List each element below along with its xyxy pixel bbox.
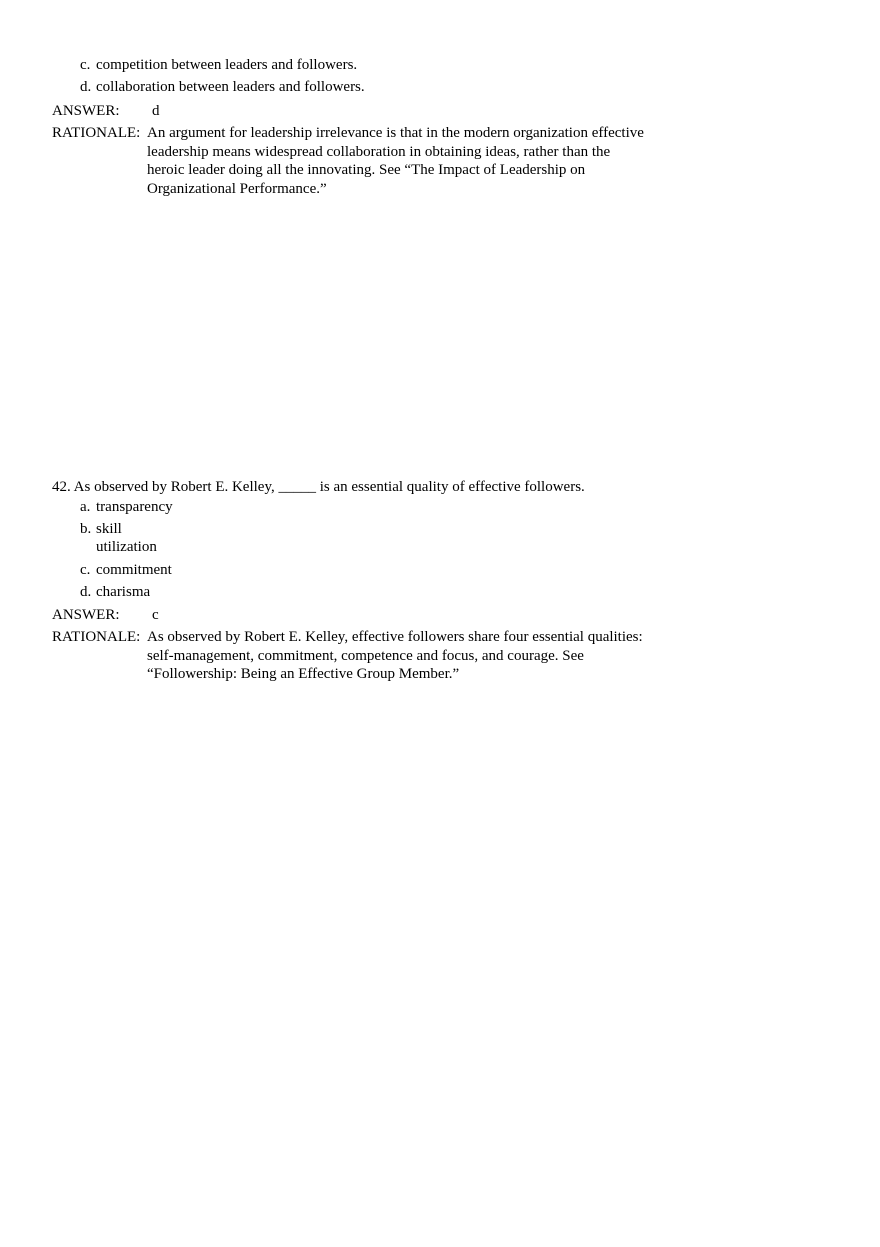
option-d xyxy=(80,583,150,601)
option-letter: a. xyxy=(80,499,91,515)
option-d xyxy=(80,78,365,96)
option-text: competition between leaders and followers. xyxy=(96,57,358,73)
option-text: transparency xyxy=(96,499,173,515)
answer-value: d xyxy=(152,103,160,119)
rationale-label-text: RATIONALE: xyxy=(52,125,141,141)
option-text: skill xyxy=(96,521,122,537)
option-letter: b. xyxy=(80,521,92,537)
option-text: commitment xyxy=(96,562,172,578)
rationale-text xyxy=(147,628,643,684)
answer-label: ANSWER: xyxy=(52,607,120,623)
answer-value: c xyxy=(152,607,159,623)
rationale-label-text: RATIONALE: xyxy=(52,629,141,645)
answer-row xyxy=(52,102,160,120)
option-letter: d. xyxy=(80,584,92,600)
option-letter: c. xyxy=(80,57,91,73)
option-b-continuation: utilization xyxy=(96,539,157,555)
rationale-line: heroic leader doing all the innovating. See “The Impact of Leadership on xyxy=(147,162,586,178)
rationale-label xyxy=(52,124,140,142)
rationale-label xyxy=(52,628,140,646)
rationale-line: “Followership: Being an Effective Group Member.” xyxy=(147,666,460,682)
option-letter: c. xyxy=(80,562,91,578)
rationale-text xyxy=(147,124,644,198)
rationale-line: As observed by Robert E. Kelley, effective followers share four essential qualities: xyxy=(147,629,643,645)
option-c xyxy=(80,56,357,74)
answer-row xyxy=(52,606,159,624)
rationale-line: self-management, commitment, competence and focus, and courage. See xyxy=(147,647,584,664)
option-b xyxy=(80,520,122,538)
answer-label: ANSWER: xyxy=(52,103,120,119)
option-text: collaboration between leaders and followers. xyxy=(96,79,365,95)
option-letter: d. xyxy=(80,79,92,95)
option-c xyxy=(80,561,172,579)
rationale-line: leadership means widespread collaboration in obtaining ideas, rather than the xyxy=(147,143,611,160)
rationale-line: An argument for leadership irrelevance is that in the modern organization effective xyxy=(147,125,644,141)
option-a xyxy=(80,498,173,516)
rationale-line: Organizational Performance.” xyxy=(147,180,327,197)
question-stem: 42. As observed by Robert E. Kelley, _____ is an essential quality of effective followers. xyxy=(52,479,585,495)
option-text: charisma xyxy=(96,584,151,600)
